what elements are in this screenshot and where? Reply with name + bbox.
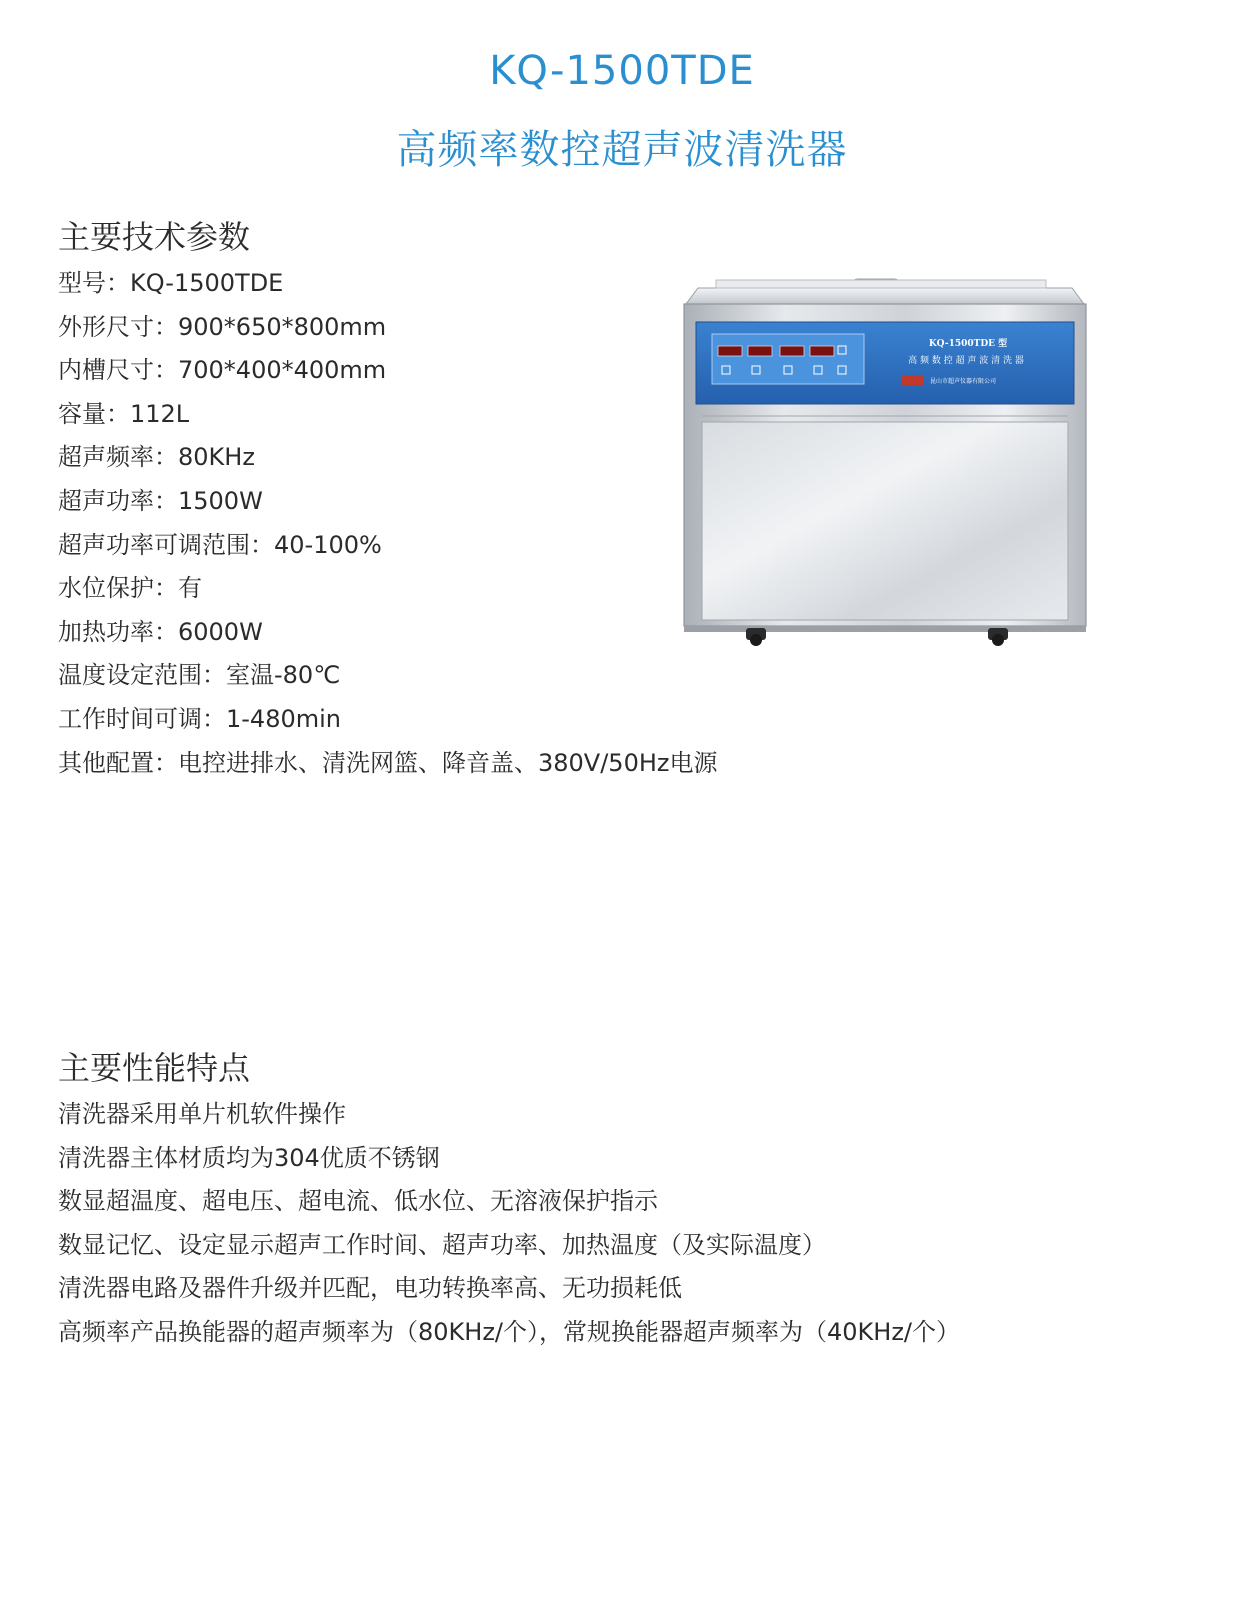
- lid: [686, 288, 1084, 304]
- spec-item: 温度设定范围：室温-80℃: [58, 661, 341, 690]
- spec-item: 其他配置：电控进排水、清洗网篮、降音盖、380V/50Hz电源: [58, 748, 718, 777]
- product-model-title: KQ-1500TDE: [489, 48, 755, 94]
- product-image: [676, 276, 1094, 648]
- spec-item: 型号：KQ-1500TDE: [58, 269, 284, 297]
- spec-item: 容量：112L: [58, 399, 190, 428]
- feature-item: 清洗器主体材质均为304优质不锈钢: [58, 1143, 440, 1172]
- spec-item: 水位保护：有: [58, 574, 202, 603]
- product-name-title: 高频率数控超声波清洗器: [396, 127, 848, 173]
- brand-logo-icon: [902, 375, 924, 385]
- spec-item: 超声功率可调范围：40-100%: [58, 530, 382, 559]
- display-icon: [810, 346, 834, 356]
- feature-list: [58, 1093, 960, 1355]
- panel-model-label: KQ-1500TDE 型: [928, 339, 1008, 349]
- display-icon: [718, 346, 742, 356]
- feature-item: 数显超温度、超电压、超电流、低水位、无溶液保护指示: [58, 1187, 658, 1216]
- specs-heading: 主要技术参数: [58, 218, 251, 256]
- spec-item: 加热功率：6000W: [58, 617, 263, 646]
- feature-item: 清洗器电路及器件升级并匹配，电功转换率高、无功损耗低: [58, 1274, 682, 1303]
- front-door: [702, 422, 1068, 620]
- features-heading: 主要性能特点: [58, 1049, 251, 1087]
- spec-item: 内槽尺寸：700*400*400mm: [58, 356, 387, 385]
- spec-item: 超声功率：1500W: [58, 486, 263, 515]
- panel-name-label: 高 频 数 控 超 声 波 清 洗 器: [908, 356, 1024, 366]
- spec-item: 工作时间可调：1-480min: [58, 704, 341, 733]
- feature-item: 高频率产品换能器的超声频率为（80KHz/个），常规换能器超声频率为（40KHz/个）: [58, 1317, 961, 1346]
- spec-list: [58, 262, 718, 785]
- feature-item: 清洗器采用单片机软件操作: [58, 1100, 346, 1128]
- panel-maker-label: 昆山市超声仪器有限公司: [930, 378, 997, 385]
- spec-item: 外形尺寸：900*650*800mm: [58, 312, 387, 341]
- display-icon: [780, 346, 804, 356]
- display-icon: [748, 346, 772, 356]
- spec-item: 超声频率：80KHz: [58, 443, 255, 472]
- feature-item: 数显记忆、设定显示超声工作时间、超声功率、加热温度（及实际温度）: [58, 1230, 826, 1259]
